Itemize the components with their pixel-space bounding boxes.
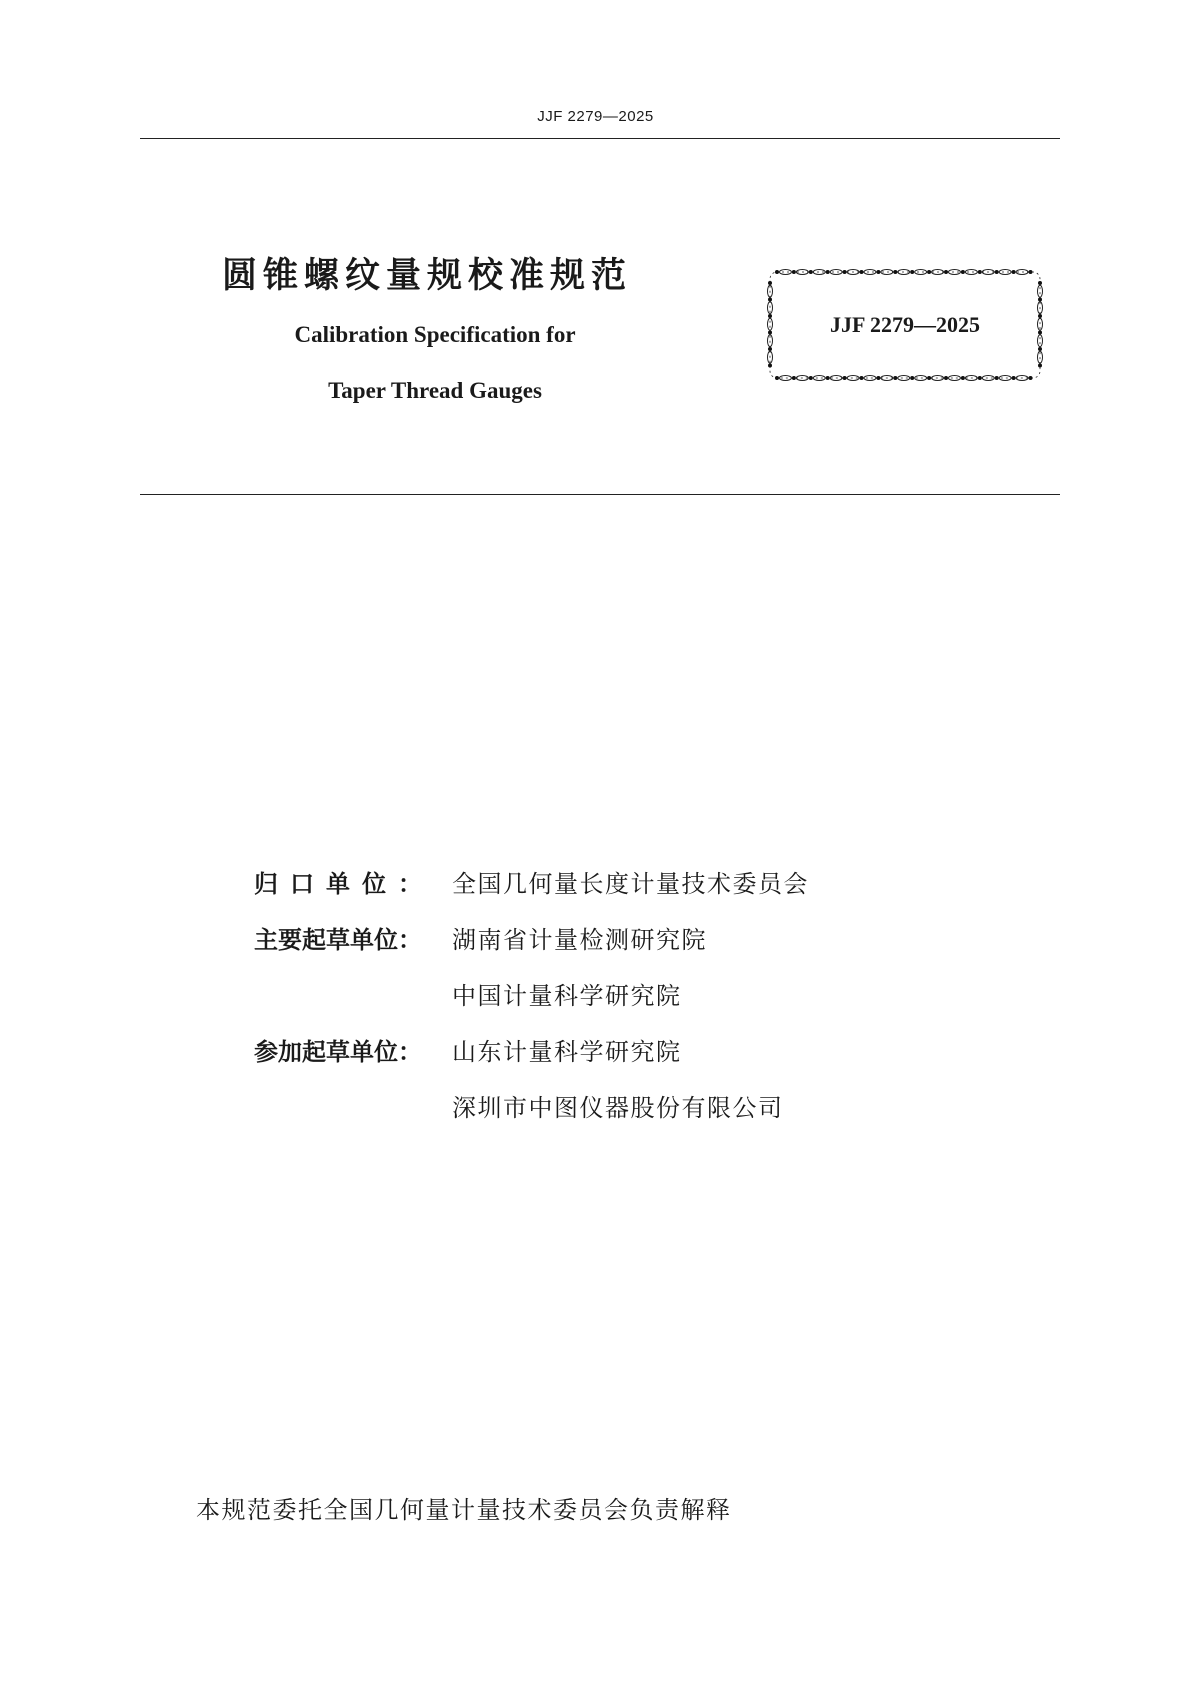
interpretation-note: 本规范委托全国几何量计量技术委员会负责解释 <box>196 1496 732 1524</box>
running-head: JJF 2279—2025 <box>537 108 654 125</box>
responsible-unit-label-text: 归 口 单 位 ： <box>254 870 422 898</box>
main-drafting-label: 主要起草单位： <box>254 926 422 954</box>
title-english-line-2: Taper Thread Gauges <box>328 378 542 403</box>
title-chinese: 圆锥螺纹量规校准规范 <box>222 256 633 296</box>
participating-value-1: 山东计量科学研究院 <box>452 1038 682 1066</box>
header-rule <box>140 138 1060 139</box>
participating-value-2: 深圳市中图仪器股份有限公司 <box>452 1094 784 1122</box>
main-drafting-value-1: 湖南省计量检测研究院 <box>452 926 707 954</box>
title-english-line-1: Calibration Specification for <box>294 322 576 347</box>
title-rule <box>140 494 1060 495</box>
main-drafting-value-2: 中国计量科学研究院 <box>452 982 682 1010</box>
standard-code-box <box>766 268 1044 382</box>
standard-code: JJF 2279—2025 <box>829 312 981 337</box>
responsible-unit-label <box>254 864 452 899</box>
participating-label: 参加起草单位： <box>254 1038 422 1066</box>
responsible-unit-value: 全国几何量长度计量技术委员会 <box>452 870 809 898</box>
